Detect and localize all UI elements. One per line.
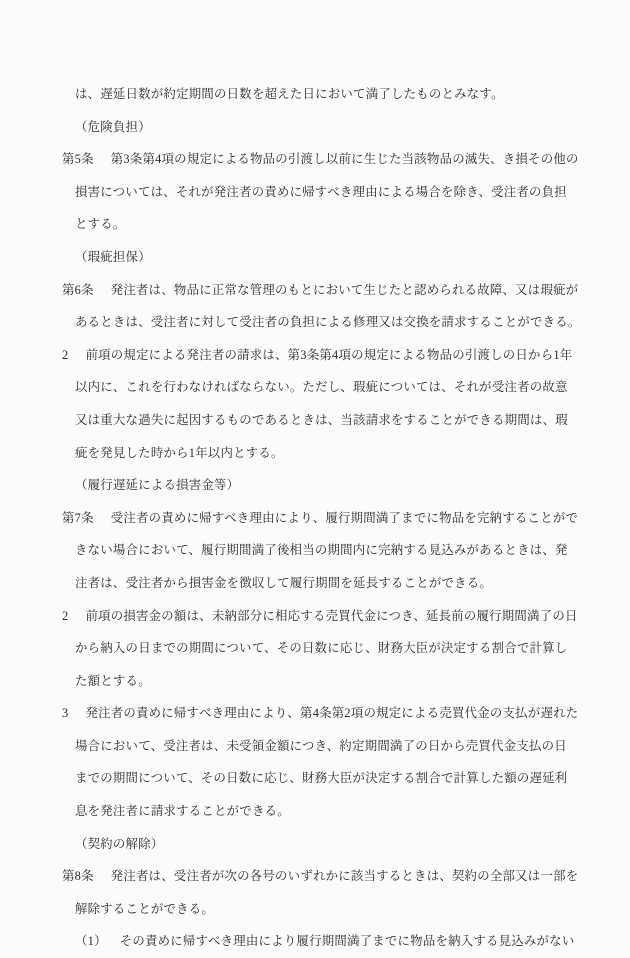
- body-line-text: とする。: [75, 217, 126, 232]
- section-heading-text: （危険負担）: [75, 119, 151, 134]
- body-line: [62, 306, 581, 339]
- article-text: 発注者は、受注者が次の各号のいずれかに該当するときは、契約の全部又は一部を: [110, 869, 579, 884]
- body-line-text: きない場合において、履行期間満了後相当の期間内に完納する見込みがあるときは、発: [75, 543, 568, 558]
- body-line-text: た額とする。: [75, 673, 151, 688]
- body-line: [62, 208, 568, 241]
- article-line: [62, 860, 579, 893]
- body-line-text: 場合において、受注者は、未受領金額につき、約定期間満了の日から売買代金支払の日: [75, 738, 567, 753]
- section-heading: [62, 241, 568, 274]
- body-line: [62, 78, 568, 111]
- body-line: [62, 176, 568, 209]
- body-line-text: は、遅延日数が約定期間の日数を超えた日において満了したものとみなす。: [75, 87, 504, 101]
- article-line: [62, 274, 579, 307]
- item-text: その責めに帰すべき理由により履行期間満了までに物品を納入する見込みがない: [119, 934, 575, 949]
- section-heading-text: （契約の解除）: [75, 836, 164, 851]
- section-heading-text: （履行遅延による損害金等）: [75, 478, 240, 493]
- body-line: [62, 632, 568, 665]
- article-line: [62, 143, 579, 176]
- body-line-text: から納入の日までの期間について、その日数に応じ、財務大臣が決定する割合で計算し: [75, 641, 568, 656]
- body-line: [62, 534, 568, 567]
- body-line-text: までの期間について、その日数に応じ、財務大臣が決定する割合で計算した額の遅延利: [75, 771, 568, 786]
- body-line-text: 又は重大な過失に起因するものであるときは、当該請求をすることができる期間は、瑕: [75, 412, 568, 427]
- paragraph-number: 2: [62, 608, 69, 623]
- section-heading-text: （瑕疵担保）: [75, 249, 151, 264]
- body-line: [62, 404, 568, 437]
- paragraph-text: 発注者の責めに帰すべき理由により、第4条第2項の規定による売買代金の支払が遅れた: [85, 706, 579, 721]
- document-text-body: [62, 78, 581, 958]
- article-text: 受注者の責めに帰すべき理由により、履行期間満了までに物品を完納することがで: [110, 510, 579, 525]
- article-number: 第7条: [62, 510, 94, 525]
- body-line: [62, 437, 568, 470]
- body-line: [62, 893, 568, 926]
- body-line: [62, 762, 568, 795]
- item-number: （1）: [75, 934, 107, 949]
- paragraph-text: 前項の規定による発注者の請求は、第3条第4項の規定による物品の引渡しの日から1年: [85, 347, 573, 362]
- paragraph-line: [62, 339, 573, 372]
- body-line-text: 息を発注者に請求することができる。: [75, 804, 290, 819]
- body-line: [62, 795, 568, 828]
- body-line-text: あるときは、受注者に対して受注者の負担による修理又は交換を請求することができる。: [75, 315, 581, 330]
- body-line: [62, 730, 568, 763]
- body-line-text: 注者は、受注者から損害金を徴収して履行期間を延長することができる。: [75, 575, 493, 590]
- paragraph-line: [62, 600, 578, 633]
- article-line: [62, 502, 579, 535]
- item-line: [62, 925, 575, 958]
- article-number: 第5条: [62, 152, 94, 167]
- body-line: [62, 567, 568, 600]
- article-text: 発注者は、物品に正常な管理のもとにおいて生じたと認められる故障、又は瑕疵が: [110, 282, 579, 297]
- body-line-text: 解除することができる。: [75, 901, 215, 916]
- article-number: 第6条: [62, 282, 94, 297]
- paragraph-text: 前項の損害金の額は、未納部分に相応する売買代金につき、延長前の履行期間満了の日: [85, 608, 578, 623]
- section-heading: [62, 828, 568, 861]
- body-line: [62, 371, 568, 404]
- section-heading: [62, 469, 568, 502]
- section-heading: [62, 111, 568, 144]
- article-text: 第3条第4項の規定による物品の引渡し以前に生じた当該物品の滅失、き損その他の: [110, 152, 579, 167]
- body-line: [62, 665, 568, 698]
- body-line-text: 損害については、それが発注者の責めに帰すべき理由による場合を除き、受注者の負担: [75, 184, 567, 199]
- paragraph-number: 2: [62, 347, 69, 362]
- body-line-text: 以内に、これを行わなければならない。ただし、瑕疵については、それが受注者の故意: [75, 380, 568, 395]
- article-number: 第8条: [62, 869, 94, 884]
- paragraph-line: [62, 697, 579, 730]
- paragraph-number: 3: [62, 706, 69, 721]
- body-line-text: 疵を発見した時から1年以内とする。: [75, 445, 284, 460]
